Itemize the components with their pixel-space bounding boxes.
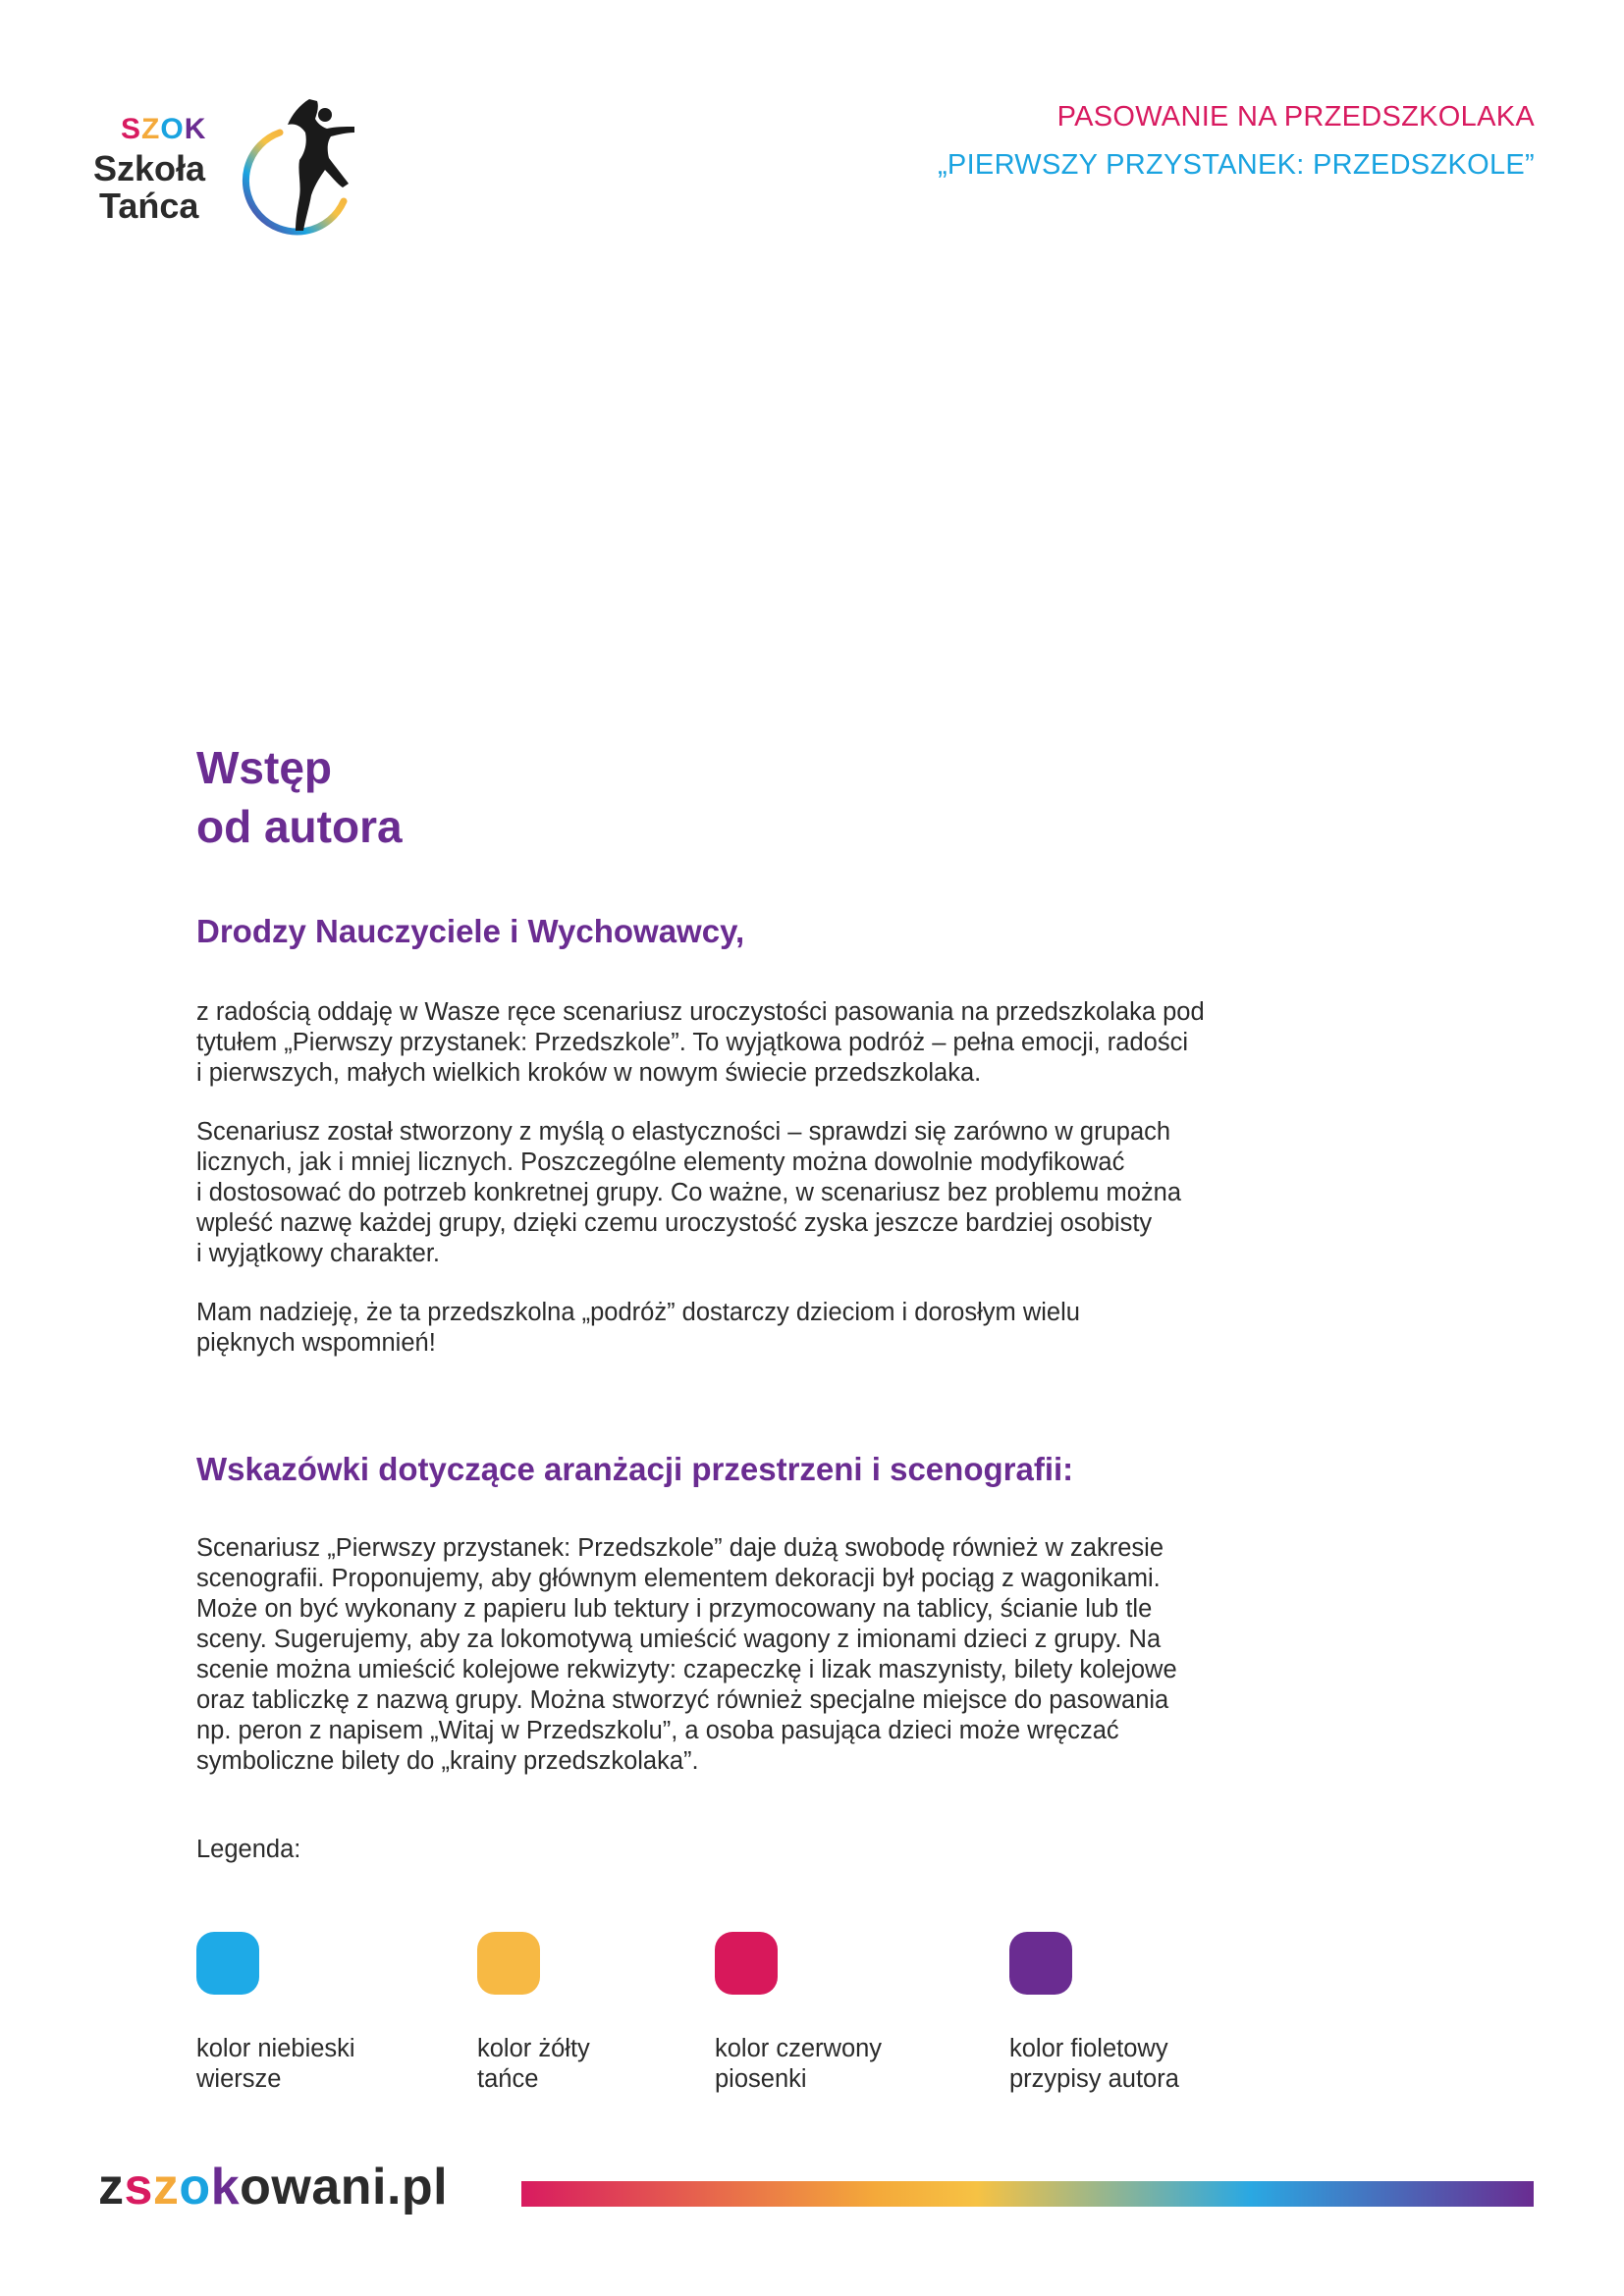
text-line: sceny. Sugerujemy, aby za lokomotywą umieścić wagony z imionami dzieci z grupy. Na [196, 1626, 1162, 1653]
header-subtitle: „PIERWSZY PRZYSTANEK: PRZEDSZKOLE” [937, 149, 1535, 181]
page-title [196, 738, 403, 856]
greeting-heading: Drodzy Nauczyciele i Wychowawcy, [196, 913, 745, 949]
legend-label [715, 2034, 882, 2095]
text-line: oraz tabliczkę z nazwą grupy. Można stworzyć również specjalne miejsce do pasowania [196, 1686, 1169, 1714]
logo-letter: O [160, 113, 185, 145]
logo-line-1: Szkoła [93, 148, 206, 188]
legend-meaning: przypisy autora [1009, 2065, 1179, 2093]
url-part: s [124, 2159, 153, 2216]
legend-item-blue [196, 1932, 355, 2095]
text-line: wpleść nazwę każdej grupy, dzięki czemu uroczystość zyska jeszcze bardziej osobisty [196, 1209, 1153, 1237]
logo-line-2: Tańca [99, 186, 199, 226]
text-line: scenie można umieścić kolejowe rekwizyty: czapeczkę i lizak maszynisty, bilety kolejowe [196, 1656, 1177, 1683]
intro-paragraph-2 [196, 1117, 1335, 1269]
intro-paragraph-3 [196, 1298, 1335, 1359]
logo-letter: Z [141, 113, 161, 145]
scenography-paragraph [196, 1533, 1335, 1777]
text-line: Mam nadzieję, że ta przedszkolna „podróż” dostarczy dzieciom i dorosłym wielu [196, 1299, 1080, 1326]
legend-color-name: kolor niebieski [196, 2035, 355, 2062]
dancer-logo-icon [241, 93, 358, 240]
text-line: tytułem „Pierwszy przystanek: Przedszkole”. To wyjątkowa podróż – pełna emocji, radości [196, 1029, 1189, 1056]
text-line: Scenariusz „Pierwszy przystanek: Przedszkole” daje dużą swobodę również w zakresie [196, 1534, 1164, 1562]
legend-meaning: wiersze [196, 2065, 282, 2093]
scenography-heading: Wskazówki dotyczące aranżacji przestrzeni i scenografii: [196, 1451, 1074, 1487]
logo-szok-text [121, 113, 206, 146]
title-line-2: od autora [196, 801, 403, 852]
url-part: z [152, 2159, 180, 2216]
text-line: z radością oddaję w Wasze ręce scenariusz uroczystości pasowania na przedszkolaka pod [196, 998, 1205, 1026]
text-line: i wyjątkowy charakter. [196, 1240, 441, 1267]
logo-letter: S [121, 113, 142, 145]
legend-meaning: tańce [477, 2065, 539, 2093]
blue-swatch [196, 1932, 259, 1995]
footer-gradient-bar [521, 2181, 1534, 2207]
legend-title: Legenda: [196, 1836, 301, 1863]
legend-label [196, 2034, 355, 2095]
legend-label [477, 2034, 590, 2095]
yellow-swatch [477, 1932, 540, 1995]
text-line: i dostosować do potrzeb konkretnej grupy. Co ważne, w scenariusz bez problemu można [196, 1179, 1182, 1206]
text-line: pięknych wspomnień! [196, 1329, 436, 1357]
legend-item-purple [1009, 1932, 1179, 2095]
legend-color-name: kolor żółty [477, 2035, 590, 2062]
red-swatch [715, 1932, 778, 1995]
school-logo [93, 93, 368, 240]
text-line: Scenariusz został stworzony z myślą o elastyczności – sprawdzi się zarówno w grupach [196, 1118, 1171, 1146]
url-part: k [210, 2159, 241, 2216]
text-line: scenografii. Proponujemy, aby głównym elementem dekoracji był pociąg z wagonikami. [196, 1565, 1161, 1592]
legend-label [1009, 2034, 1179, 2095]
text-line: Może on być wykonany z papieru lub tektury i przymocowany na tablicy, ścianie lub tle [196, 1595, 1153, 1623]
legend-meaning: piosenki [715, 2065, 807, 2093]
text-line: licznych, jak i mniej licznych. Poszczególne elementy można dowolnie modyfikować [196, 1148, 1125, 1176]
url-part: z [98, 2159, 125, 2216]
title-line-1: Wstęp [196, 742, 332, 793]
legend-color-name: kolor czerwony [715, 2035, 883, 2062]
text-line: i pierwszych, małych wielkich kroków w nowym świecie przedszkolaka. [196, 1059, 982, 1087]
url-part: o [179, 2159, 211, 2216]
logo-letter: K [184, 113, 207, 145]
legend-item-red [715, 1932, 882, 2095]
footer-website-link[interactable] [98, 2158, 448, 2216]
purple-swatch [1009, 1932, 1072, 1995]
url-part: owani.pl [240, 2159, 449, 2216]
text-line: symboliczne bilety do „krainy przedszkolaka”. [196, 1747, 699, 1775]
text-line: np. peron z napisem „Witaj w Przedszkolu”, a osoba pasująca dzieci może wręczać [196, 1717, 1119, 1744]
legend-color-name: kolor fioletowy [1009, 2035, 1168, 2062]
intro-paragraph-1 [196, 997, 1335, 1089]
header-title: PASOWANIE NA PRZEDSZKOLAKA [1056, 101, 1535, 133]
legend-item-yellow [477, 1932, 590, 2095]
